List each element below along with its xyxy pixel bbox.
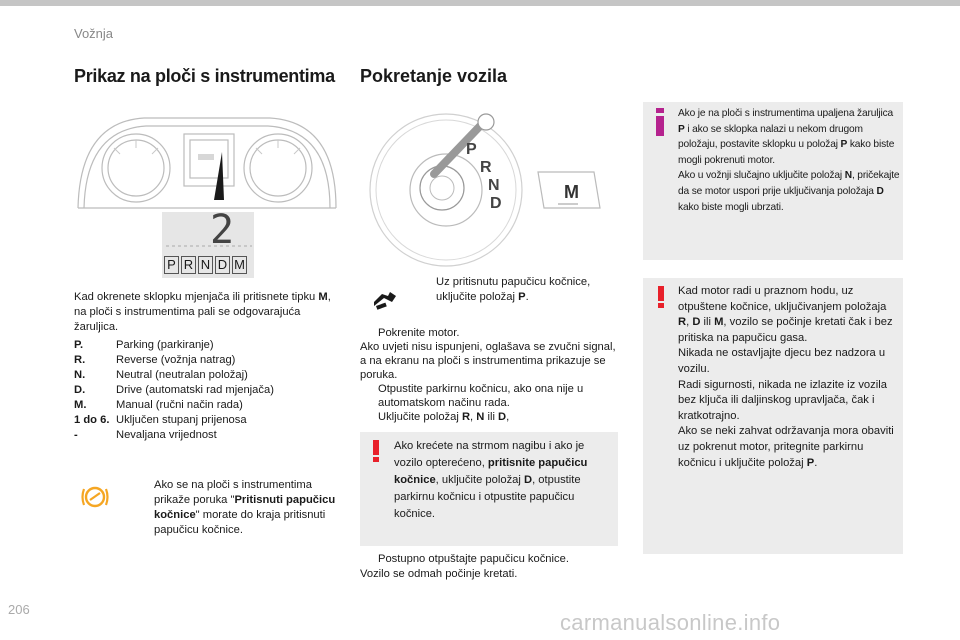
bullet-glyph <box>136 478 154 538</box>
selector-letter: P <box>466 141 477 158</box>
gear-legend-list <box>74 338 344 443</box>
legend-key: P. <box>74 339 84 351</box>
note-text: Ako se na ploči s instrumentima prikaže poruka " <box>154 479 312 506</box>
cluster-gear-letters <box>164 256 247 274</box>
brake-message-note <box>136 478 336 538</box>
step-release-parking <box>360 382 622 410</box>
intro-text: Kad okrenete sklopku mjenjača ili pritisnete tipku <box>74 291 319 303</box>
safety-para: Nikada ne ostavljajte djecu bez nadzora u vozilu. <box>678 347 886 375</box>
step-detail: Vozilo se odmah počinje kretati. <box>360 568 518 580</box>
step-text-part: ili <box>484 411 499 423</box>
gear-selector-illustration <box>362 110 612 270</box>
page-number: 206 <box>8 602 30 617</box>
safety-bold: R <box>678 316 687 329</box>
bullet-glyph <box>360 410 378 424</box>
safety-warning-text <box>678 284 898 471</box>
safety-para: Radi sigurnosti, nikada ne izlazite iz vozila bez ključa ili daljinskog upravljača, čak i kratkotrajno. <box>678 378 887 422</box>
step-bold: P <box>518 291 526 303</box>
manual-m-button-label: M <box>564 182 579 202</box>
step-release-brake-line <box>360 552 622 567</box>
safety-text: , <box>686 316 693 329</box>
step-select-gear <box>360 410 622 424</box>
cluster-letter: N <box>198 256 213 274</box>
warning-exclamation-icon <box>370 440 382 462</box>
warn-text: , otpustite parkirnu kočnicu i otpustite papučicu kočnice. <box>394 474 581 520</box>
legend-row <box>74 398 344 413</box>
info-bold: D <box>876 185 884 197</box>
cluster-letter: R <box>181 256 196 274</box>
selector-letter: N <box>488 177 500 194</box>
brake-pedal-warning-icon <box>80 482 110 512</box>
info-text-part: Ako u vožnji slučajno uključite položaj <box>678 170 845 182</box>
info-box <box>643 102 903 260</box>
step-text <box>378 410 509 424</box>
legend-desc: Manual (ručni način rada) <box>116 399 243 411</box>
safety-text: ili <box>700 316 715 329</box>
start-steps <box>360 326 622 424</box>
middle-title: Pokretanje vozila <box>360 66 508 86</box>
section-header: Vožnja <box>74 26 114 41</box>
step-bold: R <box>461 411 471 423</box>
step-text-part: , <box>506 411 510 423</box>
intro-key: M <box>318 291 328 303</box>
incline-warning-text <box>394 438 612 523</box>
legend-key: R. <box>74 354 86 366</box>
info-text-part: Ako je na ploči s instrumentima upaljena žaruljica <box>678 108 894 119</box>
safety-para <box>678 424 898 471</box>
left-title: Prikaz na ploči s instrumentima <box>74 66 335 86</box>
safety-para <box>678 284 898 346</box>
warning-exclamation-icon <box>655 286 667 308</box>
legend-key: M. <box>74 399 87 411</box>
safety-text: . <box>814 456 818 469</box>
legend-row <box>74 383 344 398</box>
legend-key: 1 do 6. <box>74 414 110 426</box>
safety-bold: D <box>692 316 701 329</box>
cluster-letter: M <box>232 256 247 274</box>
note-text: " morate do kraja pritisnuti papučicu kočnice. <box>154 509 326 536</box>
step-text-part: Uključite položaj <box>378 411 462 423</box>
selector-letter: R <box>480 159 492 176</box>
cluster-letter: P <box>164 256 179 274</box>
step-start-engine <box>360 326 622 340</box>
legend-desc: Reverse (vožnja natrag) <box>116 354 236 366</box>
info-bold: N <box>844 170 852 182</box>
info-text-part: kako biste mogli pokrenuti motor. <box>678 139 895 166</box>
warn-bold: D <box>523 474 533 486</box>
step-detail: Ako uvjeti nisu ispunjeni, oglašava se zvučni signal, a na ekranu na ploči s instrumentima prikazuje se poruka. <box>360 341 616 381</box>
cluster-letter: D <box>215 256 230 274</box>
watermark-link[interactable]: carmanualsonline.info <box>560 610 781 635</box>
bullet-glyph <box>360 326 378 340</box>
legend-key: - <box>74 429 78 441</box>
legend-desc: Uključen stupanj prijenosa <box>116 414 247 426</box>
warn-text: Ako krećete na strmom nagibu i ako je vozilo opterećeno, <box>394 440 585 469</box>
safety-text: Ako se neki zahvat održavanja mora obaviti uz pokrenut motor, pritegnite parkirnu kočnicu i uključite položaj <box>678 425 894 469</box>
legend-key: N. <box>74 369 86 381</box>
foot-brake-icon <box>370 284 400 314</box>
legend-desc: Parking (parkiranje) <box>116 339 214 351</box>
bullet-glyph <box>418 275 436 305</box>
info-bold: P <box>840 139 848 151</box>
step-text: Pokrenite motor. <box>378 327 460 339</box>
legend-row <box>74 413 344 428</box>
safety-bold: P <box>806 456 815 469</box>
step-text: Postupno otpuštajte papučicu kočnice. <box>378 553 569 565</box>
cluster-gear-display: 2 <box>209 207 235 253</box>
step-bold: D <box>498 411 507 423</box>
info-text-part: , pričekajte da se motor uspori prije uključivanja položaja <box>678 170 900 197</box>
legend-row <box>74 338 344 353</box>
info-text-part: kako biste mogli ubrzati. <box>678 201 784 213</box>
legend-key: D. <box>74 384 86 396</box>
top-bar <box>0 0 960 6</box>
bullet-glyph <box>360 382 378 410</box>
info-bold: P <box>678 123 685 135</box>
info-text-part: i ako se sklopka nalazi u nekom drugom položaju, postavite sklopku u položaj <box>678 123 863 151</box>
step-text: Otpustite parkirnu kočnicu, ako ona nije u automatskom načinu rada. <box>378 383 584 409</box>
safety-warning-box <box>643 278 903 554</box>
legend-row <box>74 353 344 368</box>
legend-desc: Nevaljana vrijednost <box>116 429 217 441</box>
legend-row <box>74 368 344 383</box>
step-release-brake <box>360 552 622 582</box>
safety-text: Kad motor radi u praznom hodu, uz otpuštene kočnice, uključivanjem položaja <box>678 285 887 313</box>
warn-text: , uključite položaj <box>435 474 524 486</box>
step-text-part: . <box>525 291 529 303</box>
step-text <box>436 275 614 305</box>
legend-desc: Neutral (neutralan položaj) <box>116 369 248 381</box>
step-brake-p <box>418 275 614 305</box>
legend-row <box>74 428 344 443</box>
safety-text: , vozilo se počinje kretati čak i bez pritiska na papučicu gasa. <box>678 316 893 344</box>
selector-letter: D <box>490 195 502 212</box>
instrument-cluster-illustration <box>74 108 340 280</box>
step-text-part: Uz pritisnutu papučicu kočnice, uključite položaj <box>436 276 591 303</box>
bullet-glyph <box>360 552 378 567</box>
legend-desc: Drive (automatski rad mjenjača) <box>116 384 274 396</box>
step-text-part: , <box>470 411 477 423</box>
safety-bold: M <box>714 316 724 329</box>
intro-text: , na ploči s instrumentima pali se odgovarajuća žaruljica. <box>74 291 331 333</box>
warn-bold: pritisnite papučicu kočnice <box>394 457 588 486</box>
note-bold: Pritisnuti papučicu kočnice <box>154 494 336 521</box>
brake-note-text <box>154 478 336 538</box>
info-icon <box>653 108 667 136</box>
incline-warning-box <box>360 432 618 546</box>
left-intro <box>74 290 338 335</box>
info-text <box>678 106 902 215</box>
step-bold: N <box>476 411 485 423</box>
